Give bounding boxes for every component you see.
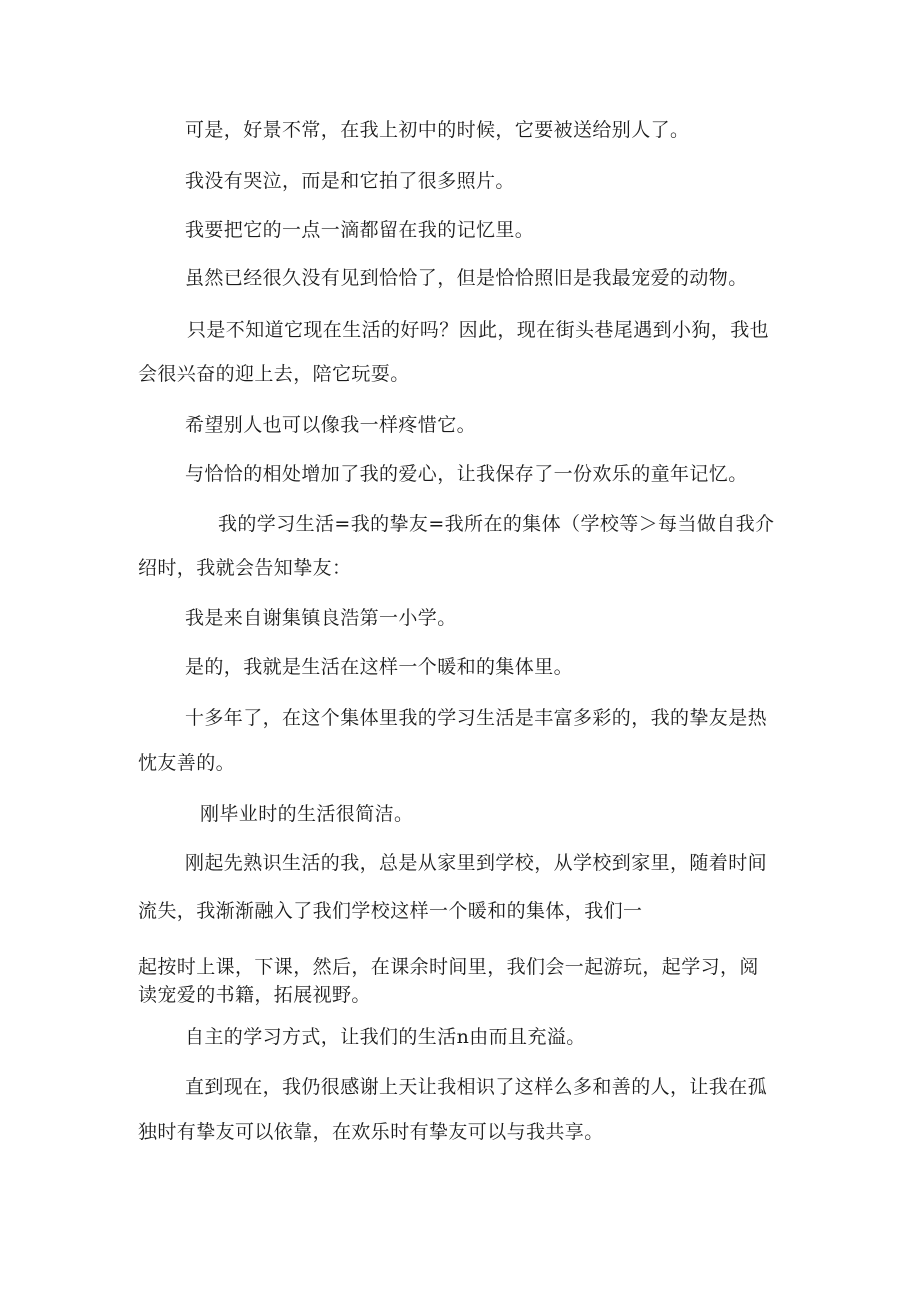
paragraph-line: 虽然已经很久没有见到恰恰了，但是恰恰照旧是我最宠爱的动物。 <box>185 267 748 289</box>
paragraph-line: 希望别人也可以像我一样疼惜它。 <box>185 414 477 436</box>
paragraph-line: 起按时上课，下课，然后，在课余时间里，我们会一起游玩，起学习，阅 <box>138 956 759 978</box>
paragraph-line: 是的，我就是生活在这样一个暖和的集体里。 <box>185 656 574 678</box>
paragraph-line: 可是，好景不常，在我上初中的时候，它要被送给别人了。 <box>185 119 690 141</box>
paragraph-line: 我没有哭泣，而是和它拍了很多照片。 <box>185 170 515 192</box>
paragraph-line: 我的学习生活=我的挚友=我所在的集体（学校等＞每当做自我介 <box>218 513 775 535</box>
paragraph-line: 刚起先熟识生活的我，总是从家里到学校，从学校到家里，随着时间 <box>185 852 768 874</box>
paragraph-line: 自主的学习方式，让我们的生活n由而且充溢。 <box>185 1026 586 1048</box>
paragraph-line: 十多年了，在这个集体里我的学习生活是丰富多彩的，我的挚友是热 <box>185 707 768 729</box>
paragraph-line: 独时有挚友可以依靠，在欢乐时有挚友可以与我共享。 <box>138 1121 604 1143</box>
paragraph-line: 忱友善的。 <box>138 752 236 774</box>
paragraph-line: 直到现在，我仍很感谢上天让我相识了这样么多和善的人，让我在孤 <box>185 1076 768 1098</box>
paragraph-line: 绍时，我就会告知挚友： <box>138 557 352 579</box>
paragraph-line: 会很兴奋的迎上去，陪它玩耍。 <box>138 363 410 385</box>
paragraph-line: 流失，我渐渐融入了我们学校这样一个暖和的集体，我们一 <box>138 900 643 922</box>
paragraph-line: 刚毕业时的生活很简洁。 <box>200 803 414 825</box>
paragraph-line: 我要把它的一点一滴都留在我的记忆里。 <box>185 219 535 241</box>
paragraph-line: 只是不知道它现在生活的好吗？因此，现在街头巷尾遇到小狗，我也 <box>187 319 770 341</box>
paragraph-line: 我是来自谢集镇良浩第一小学。 <box>185 607 457 629</box>
paragraph-line: 读宠爱的书籍，拓展视野。 <box>138 984 371 1006</box>
paragraph-line: 与恰恰的相处增加了我的爱心，让我保存了一份欢乐的童年记忆。 <box>185 463 748 485</box>
